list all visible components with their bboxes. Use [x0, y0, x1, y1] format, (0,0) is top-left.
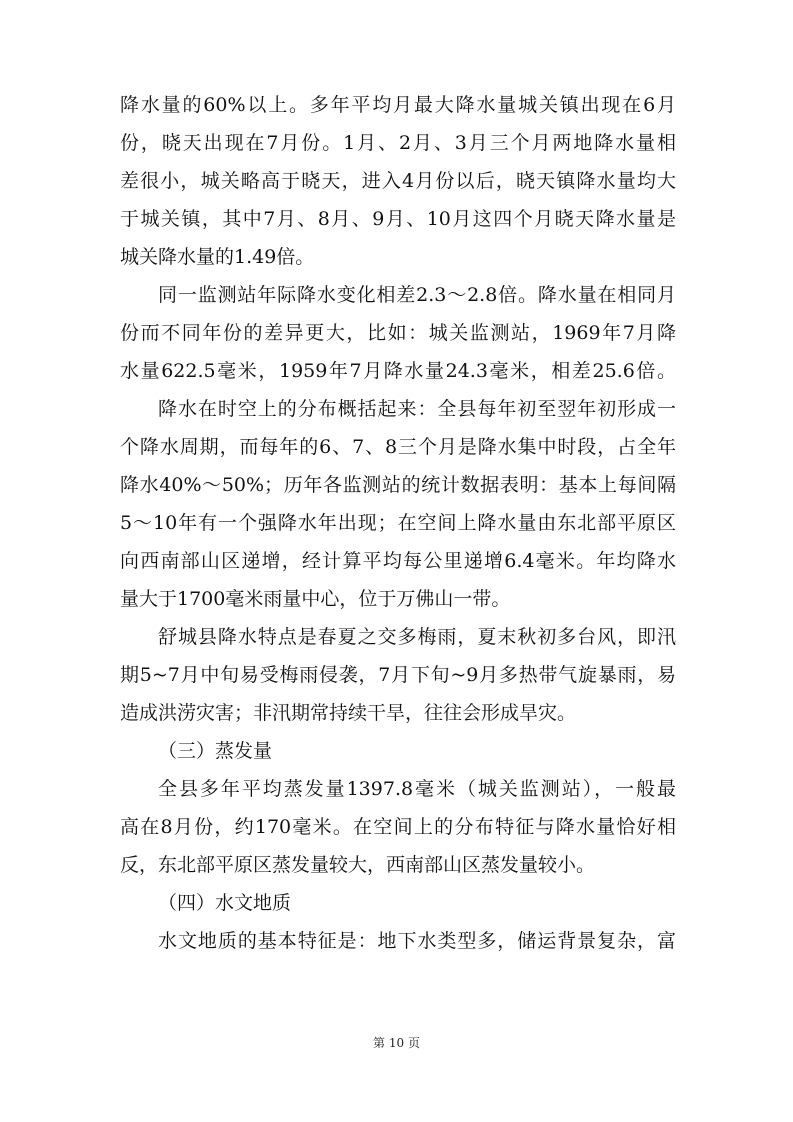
text-line: 期5~7月中旬易受梅雨侵袭，7月下旬~9月多热带气旋暴雨，易	[120, 664, 676, 686]
text-line: 份，晓天出现在7月份。1月、2月、3月三个月两地降水量相	[120, 132, 676, 154]
text-line: 5～10年有一个强降水年出现；在空间上降水量由东北部平原区	[120, 512, 676, 534]
text-line: 水量622.5毫米，1959年7月降水量24.3毫米，相差25.6倍。	[120, 360, 676, 382]
text-line: 个降水周期，而每年的6、7、8三个月是降水集中时段，占全年	[120, 436, 676, 458]
text-line: 量大于1700毫米雨量中心，位于万佛山一带。	[120, 588, 511, 610]
text-line: 向西南部山区递增，经计算平均每公里递增6.4毫米。年均降水	[120, 550, 676, 572]
text-line: 降水量的60%以上。多年平均月最大降水量城关镇出现在6月	[120, 94, 676, 116]
page-number: 第 10 页	[373, 1036, 420, 1050]
text-line: 水文地质的基本特征是：地下水类型多，储运背景复杂，富	[158, 930, 676, 952]
text-line: 同一监测站年际降水变化相差2.3～2.8倍。降水量在相同月	[158, 284, 676, 306]
text-line: 降水在时空上的分布概括起来：全县每年初至翌年初形成一	[158, 398, 676, 420]
text-line: 差很小，城关略高于晓天，进入4月份以后，晓天镇降水量均大	[120, 170, 676, 192]
text-line: 于城关镇，其中7月、8月、9月、10月这四个月晓天降水量是	[120, 208, 676, 230]
text-line: 份而不同年份的差异更大，比如：城关监测站，1969年7月降	[120, 322, 676, 344]
section-heading-hydrogeology: （四）水文地质	[158, 892, 292, 914]
text-line: 反，东北部平原区蒸发量较大，西南部山区蒸发量较小。	[120, 854, 596, 876]
text-line: 全县多年平均蒸发量1397.8毫米（城关监测站），一般最	[158, 778, 676, 800]
text-line: 舒城县降水特点是春夏之交多梅雨，夏末秋初多台风，即汛	[158, 626, 676, 648]
body-text	[120, 86, 676, 960]
text-line: 高在8月份，约170毫米。在空间上的分布特征与降水量恰好相	[120, 816, 676, 838]
text-line: 造成洪涝灾害；非汛期常持续干旱，往往会形成旱灾。	[120, 702, 577, 724]
section-heading-evaporation: （三）蒸发量	[158, 740, 273, 762]
text-line: 降水40%～50%；历年各监测站的统计数据表明：基本上每间隔	[120, 474, 676, 496]
text-line: 城关降水量的1.49倍。	[120, 246, 315, 268]
